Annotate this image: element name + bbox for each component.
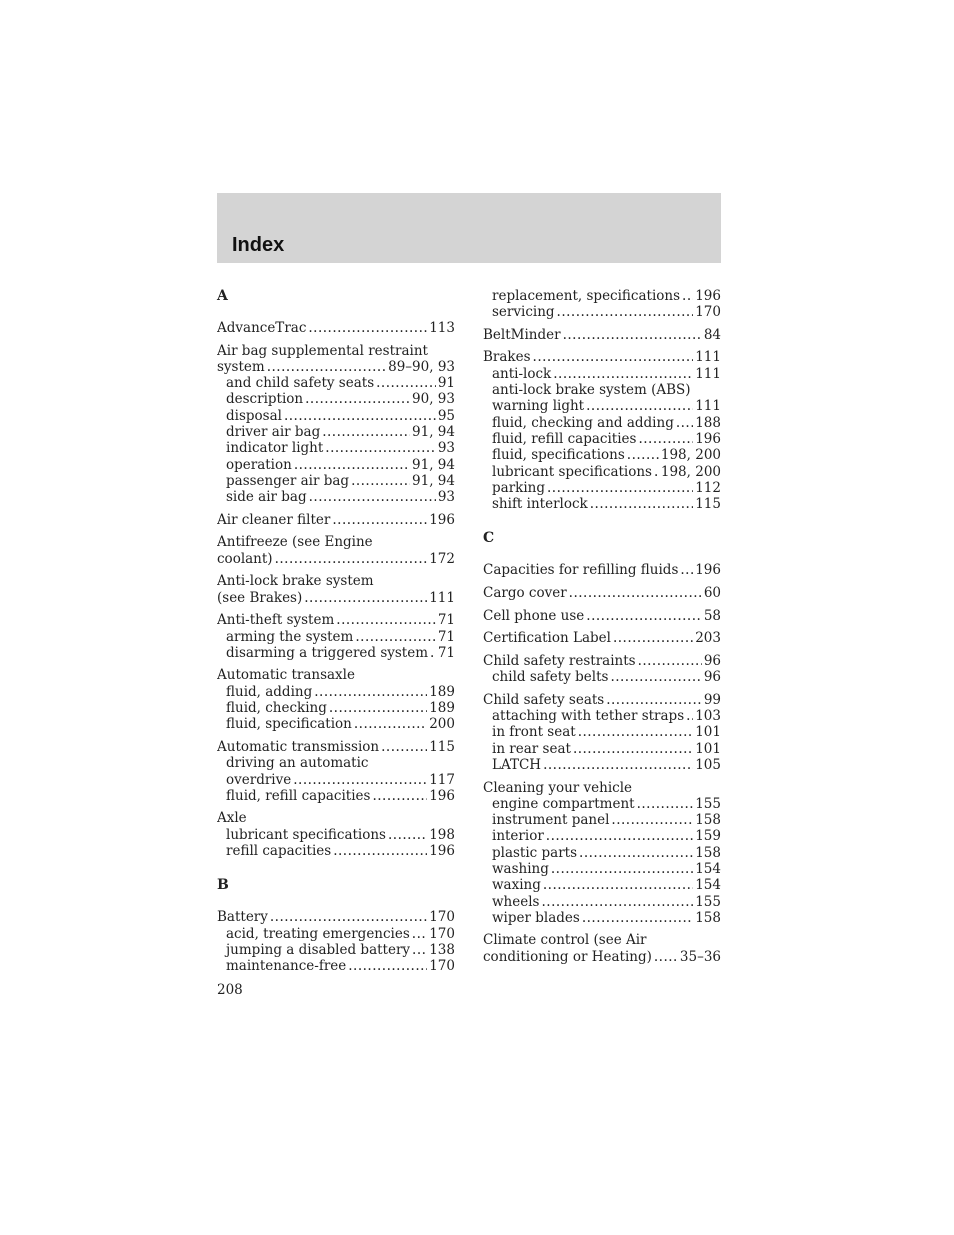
- entry-text: system: [217, 358, 265, 375]
- page-reference: 154: [695, 860, 721, 877]
- index-term-line: [483, 780, 721, 796]
- entry-text: Cargo cover: [483, 585, 567, 602]
- entry-text: wiper blades: [492, 909, 580, 926]
- index-subentry: [483, 724, 721, 740]
- page-reference: 155: [695, 893, 721, 910]
- page-reference: 71: [437, 644, 455, 661]
- entry-text: washing: [492, 860, 549, 877]
- dot-leader: [637, 796, 694, 812]
- page-reference: 200: [429, 716, 455, 733]
- entry-text: replacement, specifications: [492, 288, 681, 304]
- page-reference: 159: [695, 828, 721, 845]
- index-entry: [483, 288, 721, 321]
- entry-text: disposal: [226, 407, 282, 424]
- index-entry: [217, 667, 455, 732]
- index-term-line: [483, 585, 721, 601]
- index-entry: [483, 327, 721, 343]
- entry-text: wheels: [492, 893, 540, 910]
- index-entry: [217, 534, 455, 567]
- page-reference: 196: [695, 562, 721, 579]
- dot-leader: [332, 512, 427, 528]
- dot-leader: [610, 669, 701, 685]
- dot-leader: [682, 288, 693, 304]
- index-subentry: [217, 629, 455, 645]
- index-term-line: [217, 320, 455, 336]
- index-subentry: [483, 812, 721, 828]
- dot-leader: [686, 708, 693, 724]
- index-subentry: [483, 464, 721, 480]
- page-reference: 111: [695, 349, 721, 366]
- dot-leader: [573, 741, 693, 757]
- dot-leader: [325, 440, 436, 456]
- index-subentry: [483, 480, 721, 496]
- dot-leader: [676, 415, 693, 431]
- index-entry: [217, 573, 455, 606]
- dot-leader: [547, 480, 693, 496]
- entry-text: acid, treating emergencies: [226, 925, 410, 942]
- entry-text: arming the system: [226, 628, 354, 645]
- dot-leader: [569, 585, 702, 601]
- entry-text: driving an automatic: [226, 755, 369, 772]
- index-subentry: [217, 843, 455, 859]
- page-reference: 117: [429, 771, 455, 788]
- entry-text: anti-lock brake system (ABS): [492, 382, 691, 399]
- entry-text: (see Brakes): [217, 589, 303, 606]
- dot-leader: [355, 629, 435, 645]
- entry-text: BeltMinder: [483, 326, 561, 343]
- page-reference: 189: [429, 683, 455, 700]
- page-reference: 198, 200: [660, 447, 721, 464]
- index-entry: [217, 320, 455, 336]
- entry-text: anti-lock: [492, 365, 552, 382]
- entry-text: Cleaning your vehicle: [483, 779, 633, 796]
- entry-text: fluid, adding: [226, 683, 313, 700]
- index-entry: [483, 562, 721, 578]
- index-term-line: [483, 949, 721, 965]
- index-subentry: [483, 757, 721, 773]
- index-entry: [483, 608, 721, 624]
- page-reference: 101: [695, 740, 721, 757]
- index-subentry: [483, 741, 721, 757]
- index-entry: [217, 512, 455, 528]
- dot-leader: [329, 700, 427, 716]
- section-letter: C: [483, 530, 495, 547]
- entry-text: passenger air bag: [226, 472, 350, 489]
- page-reference: 155: [695, 795, 721, 812]
- entry-text: jumping a disabled battery: [226, 941, 411, 958]
- page-reference: 105: [695, 756, 721, 773]
- page-reference: 189: [429, 700, 455, 717]
- page-reference: 101: [695, 724, 721, 741]
- index-term-line: [217, 590, 455, 606]
- index-subentry: [483, 431, 721, 447]
- index-term-line: [483, 653, 721, 669]
- page-reference: 170: [429, 958, 455, 975]
- index-subentry: [217, 926, 455, 942]
- page-reference: 115: [695, 496, 721, 513]
- index-subentry: [217, 424, 455, 440]
- dot-leader: [557, 304, 694, 320]
- index-term-line: [483, 608, 721, 624]
- entry-text: child safety belts: [492, 669, 609, 686]
- dot-leader: [654, 949, 678, 965]
- dot-leader: [267, 359, 386, 375]
- entry-text: Climate control (see Air: [483, 932, 647, 949]
- entry-text: fluid, specifications: [492, 447, 625, 464]
- page-reference: 196: [429, 787, 455, 804]
- dot-leader: [305, 391, 410, 407]
- index-subentry: [483, 415, 721, 431]
- index-term-line: [217, 810, 455, 826]
- page-reference: 111: [695, 365, 721, 382]
- entry-text: engine compartment: [492, 795, 635, 812]
- page-reference: 96: [703, 652, 721, 669]
- index-subentry: [483, 398, 721, 414]
- index-entry: [483, 585, 721, 601]
- index-subentry: [483, 877, 721, 893]
- index-entry: [217, 810, 455, 859]
- page-reference: 71: [437, 612, 455, 629]
- index-subentry: [217, 375, 455, 391]
- dot-leader: [293, 772, 427, 788]
- index-subentry: [217, 942, 455, 958]
- page-reference: 196: [695, 288, 721, 304]
- index-entry: [217, 612, 455, 661]
- index-subentry: [483, 288, 721, 304]
- index-subentry: [483, 447, 721, 463]
- index-subentry: [217, 391, 455, 407]
- page-title: Index: [232, 234, 285, 256]
- dot-leader: [627, 447, 659, 463]
- entry-text: maintenance-free: [226, 958, 347, 975]
- page-reference: 158: [695, 844, 721, 861]
- index-subentry: [483, 366, 721, 382]
- entry-text: parking: [492, 479, 545, 496]
- entry-text: Axle: [217, 810, 247, 827]
- dot-leader: [563, 327, 702, 343]
- index-term-line: [483, 630, 721, 646]
- entry-text: fluid, specification: [226, 716, 352, 733]
- dot-leader: [590, 496, 693, 512]
- page-reference: 203: [695, 630, 721, 647]
- page-reference: 196: [429, 511, 455, 528]
- entry-text: servicing: [492, 304, 555, 321]
- entry-text: lubricant specifications: [226, 826, 386, 843]
- entry-text: disarming a triggered system: [226, 644, 429, 661]
- index-term-line: [217, 612, 455, 628]
- entry-text: indicator light: [226, 440, 324, 457]
- entry-text: LATCH: [492, 756, 542, 773]
- index-subentry: [483, 828, 721, 844]
- index-term-line: [483, 349, 721, 365]
- entry-text: interior: [492, 828, 544, 845]
- dot-leader: [579, 845, 693, 861]
- index-term-line: [217, 343, 455, 359]
- entry-text: fluid, refill capacities: [492, 430, 637, 447]
- page-reference: 170: [695, 304, 721, 321]
- entry-text: Capacities for refilling fluids: [483, 562, 679, 579]
- page-reference: 84: [703, 326, 721, 343]
- entry-text: description: [226, 391, 304, 408]
- index-subentry: [217, 772, 455, 788]
- entry-text: Antifreeze (see Engine: [217, 534, 373, 551]
- page-reference: 93: [437, 440, 455, 457]
- page-reference: 111: [429, 589, 455, 606]
- dot-leader: [308, 320, 427, 336]
- dot-leader: [309, 489, 436, 505]
- page-number: 208: [217, 982, 243, 998]
- index-column-right: [483, 288, 721, 971]
- entry-text: side air bag: [226, 489, 307, 506]
- page-reference: 198, 200: [660, 463, 721, 480]
- entry-text: Child safety seats: [483, 691, 605, 708]
- entry-text: fluid, checking and adding: [492, 414, 674, 431]
- entry-text: conditioning or Heating): [483, 948, 652, 965]
- index-subentry: [483, 708, 721, 724]
- index-column-left: [217, 288, 455, 981]
- dot-leader: [638, 653, 702, 669]
- index-term-line: [483, 932, 721, 948]
- index-subentry: [483, 304, 721, 320]
- index-term-line: [483, 327, 721, 343]
- page-reference: 103: [695, 708, 721, 725]
- index-subentry: [483, 845, 721, 861]
- index-entry: [217, 343, 455, 506]
- index-subentry: [217, 755, 455, 771]
- index-subentry: [217, 958, 455, 974]
- dot-leader: [543, 757, 693, 773]
- entry-text: instrument panel: [492, 812, 610, 829]
- page-reference: 99: [703, 691, 721, 708]
- dot-leader: [543, 877, 693, 893]
- entry-text: in front seat: [492, 724, 576, 741]
- index-term-line: [217, 512, 455, 528]
- index-term-line: [483, 692, 721, 708]
- page-reference: 71: [437, 628, 455, 645]
- index-subentry: [217, 489, 455, 505]
- dot-leader: [613, 630, 693, 646]
- page-reference: 91: [437, 375, 455, 392]
- page-reference: 113: [429, 320, 455, 336]
- dot-leader: [546, 828, 693, 844]
- index-subentry: [483, 496, 721, 512]
- page-reference: 115: [429, 738, 455, 755]
- entry-text: waxing: [492, 877, 541, 894]
- entry-text: Child safety restraints: [483, 652, 636, 669]
- page-reference: 58: [703, 607, 721, 624]
- dot-leader: [412, 942, 427, 958]
- dot-leader: [578, 724, 694, 740]
- entry-text: Cell phone use: [483, 607, 585, 624]
- dot-leader: [586, 398, 693, 414]
- entry-text: Automatic transmission: [217, 738, 380, 755]
- entry-text: refill capacities: [226, 842, 332, 859]
- page-reference: 196: [429, 842, 455, 859]
- entry-text: driver air bag: [226, 424, 321, 441]
- dot-leader: [376, 375, 436, 391]
- entry-text: attaching with tether straps: [492, 708, 685, 725]
- dot-leader: [275, 551, 428, 567]
- dot-leader: [606, 692, 702, 708]
- entry-text: fluid, refill capacities: [226, 787, 371, 804]
- page-reference: 89–90, 93: [388, 358, 455, 375]
- index-entry: [217, 909, 455, 974]
- index-subentry: [483, 910, 721, 926]
- index-term-line: [217, 909, 455, 925]
- entry-text: Air cleaner filter: [217, 511, 331, 528]
- index-term-line: [217, 667, 455, 683]
- index-subentry: [217, 645, 455, 661]
- page-reference: 188: [695, 414, 721, 431]
- entry-text: Brakes: [483, 349, 531, 366]
- dot-leader: [333, 843, 427, 859]
- dot-leader: [611, 812, 693, 828]
- entry-text: overdrive: [226, 771, 292, 788]
- dot-leader: [381, 739, 427, 755]
- page-reference: 35–36: [679, 948, 721, 965]
- index-term-line: [217, 551, 455, 567]
- page-reference: 198: [429, 826, 455, 843]
- page-reference: 91, 94: [412, 424, 455, 441]
- dot-leader: [533, 349, 694, 365]
- entry-text: AdvanceTrac: [217, 320, 307, 336]
- index-entry: [483, 780, 721, 927]
- entry-text: Battery: [217, 909, 268, 926]
- index-subentry: [217, 700, 455, 716]
- page-reference: 158: [695, 909, 721, 926]
- dot-leader: [351, 473, 410, 489]
- entry-text: lubricant specifications: [492, 463, 652, 480]
- index-subentry: [217, 473, 455, 489]
- dot-leader: [582, 910, 693, 926]
- section-letter: B: [217, 877, 229, 894]
- entry-text: Certification Label: [483, 630, 611, 647]
- index-header-bar: [217, 193, 721, 263]
- page-reference: 170: [429, 925, 455, 942]
- entry-text: shift interlock: [492, 496, 588, 513]
- entry-text: Anti-lock brake system: [217, 573, 374, 590]
- index-subentry: [217, 440, 455, 456]
- entry-text: in rear seat: [492, 740, 571, 757]
- page-reference: 111: [695, 398, 721, 415]
- index-subentry: [217, 408, 455, 424]
- page-reference: 60: [703, 585, 721, 602]
- index-subentry: [483, 382, 721, 398]
- index-subentry: [483, 861, 721, 877]
- entry-text: and child safety seats: [226, 375, 375, 392]
- index-term-line: [483, 562, 721, 578]
- page-reference: 170: [429, 909, 455, 926]
- dot-leader: [314, 684, 427, 700]
- page-reference: 90, 93: [412, 391, 455, 408]
- index-subentry: [217, 827, 455, 843]
- index-entry: [483, 630, 721, 646]
- dot-leader: [372, 788, 427, 804]
- index-term-line: [217, 573, 455, 589]
- index-entry: [217, 739, 455, 804]
- page-reference: 196: [695, 430, 721, 447]
- entry-text: Air bag supplemental restraint: [217, 342, 428, 359]
- entry-text: Anti-theft system: [217, 612, 335, 629]
- page-reference: 95: [437, 407, 455, 424]
- dot-leader: [284, 408, 436, 424]
- dot-leader: [654, 464, 659, 480]
- entry-text: operation: [226, 456, 292, 473]
- page-reference: 91, 94: [412, 456, 455, 473]
- page-reference: 112: [695, 479, 721, 496]
- dot-leader: [336, 612, 436, 628]
- page-reference: 93: [437, 489, 455, 506]
- index-subentry: [217, 788, 455, 804]
- entry-text: plastic parts: [492, 844, 578, 861]
- entry-text: warning light: [492, 398, 585, 415]
- dot-leader: [294, 457, 410, 473]
- index-term-line: [217, 739, 455, 755]
- dot-leader: [412, 926, 427, 942]
- index-subentry: [483, 894, 721, 910]
- index-subentry: [217, 716, 455, 732]
- entry-text: coolant): [217, 550, 273, 567]
- dot-leader: [354, 716, 427, 732]
- page-reference: 172: [429, 550, 455, 567]
- dot-leader: [270, 909, 427, 925]
- index-entry: [483, 653, 721, 686]
- page-reference: 96: [703, 669, 721, 686]
- page-reference: 91, 94: [412, 472, 455, 489]
- index-entry: [483, 932, 721, 965]
- entry-text: fluid, checking: [226, 700, 327, 717]
- dot-leader: [430, 645, 436, 661]
- entry-text: Automatic transaxle: [217, 667, 355, 684]
- dot-leader: [586, 608, 702, 624]
- dot-leader: [541, 894, 693, 910]
- dot-leader: [348, 958, 427, 974]
- dot-leader: [322, 424, 410, 440]
- dot-leader: [638, 431, 693, 447]
- index-subentry: [483, 796, 721, 812]
- dot-leader: [304, 590, 427, 606]
- page-reference: 158: [695, 812, 721, 829]
- dot-leader: [553, 366, 693, 382]
- index-entry: [483, 692, 721, 773]
- section-letter: A: [217, 288, 228, 304]
- index-term-line: [217, 534, 455, 550]
- index-term-line: [217, 359, 455, 375]
- page-reference: 138: [429, 941, 455, 958]
- page-reference: 154: [695, 877, 721, 894]
- index-subentry: [217, 684, 455, 700]
- index-subentry: [483, 669, 721, 685]
- index-subentry: [217, 457, 455, 473]
- index-entry: [483, 349, 721, 512]
- dot-leader: [551, 861, 693, 877]
- dot-leader: [680, 562, 693, 578]
- dot-leader: [388, 827, 427, 843]
